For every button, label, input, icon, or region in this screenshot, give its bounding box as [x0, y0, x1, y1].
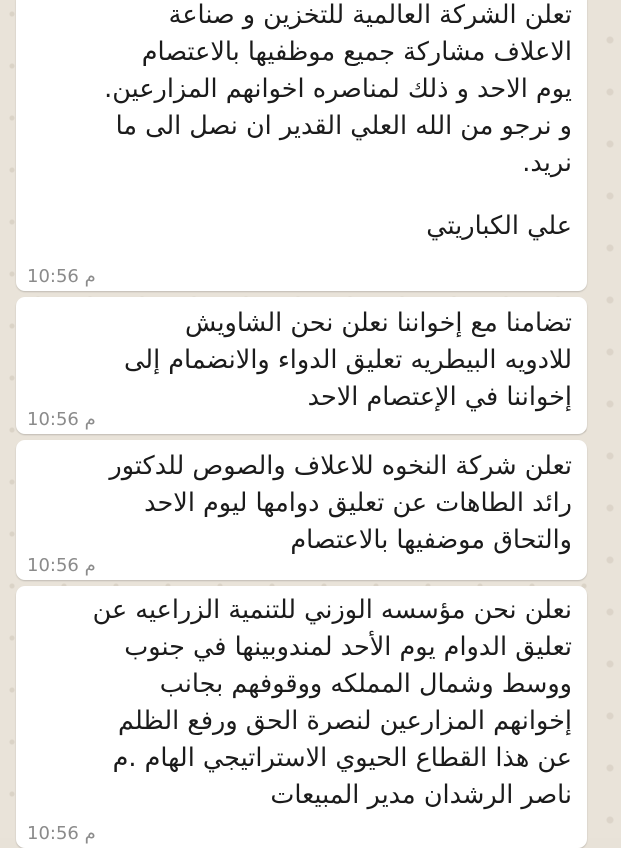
message-text: تعلن الشركة العالمية للتخزين و صناعة الاعلاف مشاركة جميع موظفيها بالاعتصام يوم الاحد و ذلك لمناصره اخوانهم المزارعين. و نرجو من الله العلي القدير ان نصل الى ما نريد.: [104, 0, 572, 178]
message-text: تضامنا مع إخواننا نعلن نحن الشاويش للادويه البيطريه تعليق الدواء والانضمام إلى إخواننا في الإعتصام الاحد: [124, 308, 572, 412]
message-signature: علي الكباريتي: [426, 211, 572, 241]
message-timestamp: 10:56 م: [27, 266, 96, 287]
message-bubble[interactable]: [16, 586, 587, 848]
message-bubble[interactable]: [16, 297, 587, 434]
message-text: نعلن نحن مؤسسه الوزني للتنمية الزراعيه عن تعليق الدوام يوم الأحد لمندوبينها في جنوب ووسط وشمال المملكه ووقوفهم بجانب إخوانهم المزارعين لنصرة الحق ورفع الظلم عن هذا القطاع الحيوي الاستراتيجي الهام .م ناصر الرشدان مدير المبيعات: [92, 595, 572, 810]
message-timestamp: 10:56 م: [27, 555, 96, 576]
message-text: تعلن شركة النخوه للاعلاف والصوص للدكتور رائد الطاهات عن تعليق دوامها ليوم الاحد والتحاق موضفيها بالاعتصام: [109, 451, 572, 555]
message-bubble[interactable]: [16, 0, 587, 291]
message-timestamp: 10:56 م: [27, 823, 96, 844]
message-bubble[interactable]: [16, 440, 587, 580]
message-timestamp: 10:56 م: [27, 409, 96, 430]
